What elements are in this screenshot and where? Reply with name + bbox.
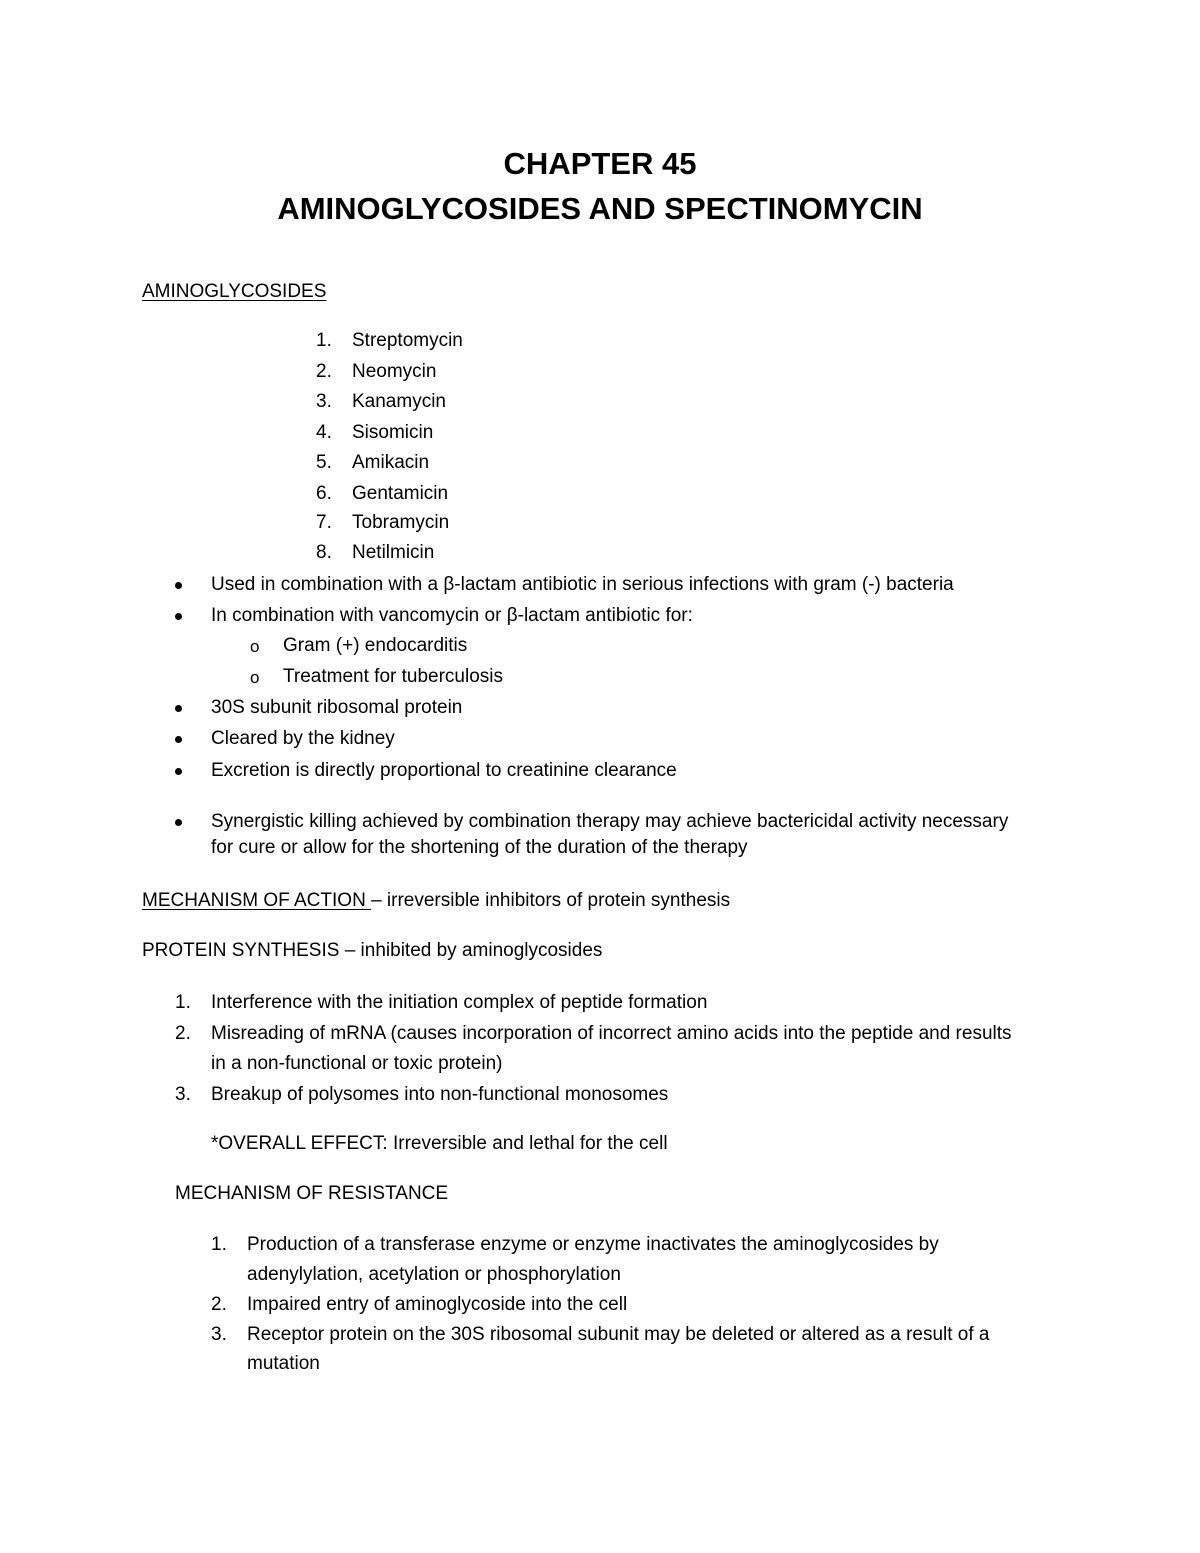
bullet-text: 30S subunit ribosomal protein <box>211 697 463 718</box>
bullet-dot <box>175 768 182 775</box>
drug-number: 7. <box>316 512 332 533</box>
bullet-text: Synergistic killing achieved by combination therapy may achieve bactericidal activity necessary <box>211 811 1009 832</box>
drug-name: Sisomicin <box>352 422 434 443</box>
drug-number: 8. <box>316 542 332 563</box>
overall-effect: *OVERALL EFFECT: Irreversible and lethal for the cell <box>211 1133 668 1154</box>
drug-name: Amikacin <box>352 452 430 473</box>
drug-name: Kanamycin <box>352 391 446 412</box>
bullet-dot <box>175 613 182 620</box>
sub-bullet-marker: o <box>250 637 260 656</box>
bullet-dot <box>175 582 182 589</box>
list-item-continuation: mutation <box>247 1353 320 1374</box>
bullet-text: Cleared by the kidney <box>211 728 395 749</box>
drug-number: 2. <box>316 361 332 382</box>
drug-name: Tobramycin <box>352 512 450 533</box>
bullet-dot <box>175 736 182 743</box>
drug-number: 5. <box>316 452 332 473</box>
sub-bullet-text: Treatment for tuberculosis <box>283 666 503 687</box>
list-item-text: Receptor protein on the 30S ribosomal subunit may be deleted or altered as a result of a <box>247 1324 990 1345</box>
mechanism-text: – irreversible inhibitors of protein synthesis <box>371 890 731 911</box>
resistance-heading: MECHANISM OF RESISTANCE <box>175 1183 449 1204</box>
list-item-continuation: adenylylation, acetylation or phosphorylation <box>247 1264 621 1285</box>
drug-name: Netilmicin <box>352 542 435 563</box>
list-number: 3. <box>175 1084 191 1105</box>
sub-bullet-text: Gram (+) endocarditis <box>283 635 468 656</box>
list-number: 2. <box>175 1023 191 1044</box>
drug-number: 1. <box>316 330 332 351</box>
section-title-aminoglycosides: AMINOGLYCOSIDES <box>142 281 327 302</box>
drug-number: 4. <box>316 422 332 443</box>
drug-name: Streptomycin <box>352 330 463 351</box>
drug-number: 3. <box>316 391 332 412</box>
list-item-text: Production of a transferase enzyme or enzyme inactivates the aminoglycosides by <box>247 1234 939 1255</box>
bullet-text: Excretion is directly proportional to creatinine clearance <box>211 760 677 781</box>
sub-bullet-marker: o <box>250 668 260 687</box>
list-item-text: Breakup of polysomes into non-functional monosomes <box>211 1084 669 1105</box>
list-item-continuation: in a non-functional or toxic protein) <box>211 1053 503 1074</box>
bullet-text-continuation: for cure or allow for the shortening of the duration of the therapy <box>211 837 748 858</box>
mechanism-of-action <box>142 888 730 914</box>
chapter-title: AMINOGLYCOSIDES AND SPECTINOMYCIN <box>277 191 923 226</box>
bullet-text: Used in combination with a β-lactam antibiotic in serious infections with gram (-) bacteria <box>211 574 954 595</box>
drug-name: Gentamicin <box>352 483 449 504</box>
list-number: 3. <box>211 1324 227 1345</box>
list-item-text: Interference with the initiation complex of peptide formation <box>211 992 708 1013</box>
protein-synthesis-heading: PROTEIN SYNTHESIS – inhibited by aminoglycosides <box>142 940 603 961</box>
list-item-text: Misreading of mRNA (causes incorporation of incorrect amino acids into the peptide and results <box>211 1023 1012 1044</box>
list-item-text: Impaired entry of aminoglycoside into the cell <box>247 1294 628 1315</box>
drug-number: 6. <box>316 483 332 504</box>
bullet-dot <box>175 705 182 712</box>
mechanism-label: MECHANISM OF ACTION <box>142 890 372 911</box>
list-number: 2. <box>211 1294 227 1315</box>
drug-name: Neomycin <box>352 361 437 382</box>
chapter-number: CHAPTER 45 <box>503 146 697 181</box>
bullet-dot <box>175 819 182 826</box>
list-number: 1. <box>175 992 191 1013</box>
list-number: 1. <box>211 1234 227 1255</box>
bullet-text: In combination with vancomycin or β-lactam antibiotic for: <box>211 605 693 626</box>
